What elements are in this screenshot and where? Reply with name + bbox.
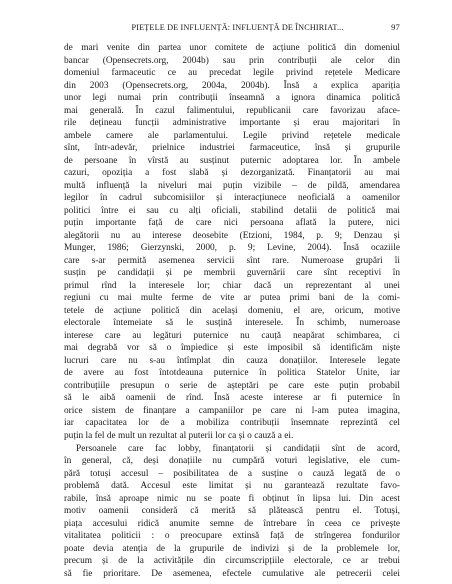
text-line: lucruri care nu s-au întîmplat din cauza donațiilor. Interesele legate: [64, 355, 400, 366]
text-line: alegătorii nu au interese deosebite (Etzioni, 1984, p. 9; Denzau și: [64, 230, 400, 241]
text-line: electorale întemeiate să le susțină interesele. În schimb, numeroase: [64, 318, 400, 329]
text-line: puțin importante față de care nici persoana aflată la putere, nici: [64, 218, 400, 229]
text-line: motiv oamenii consideră că merită să plătească pentru el. Totuși,: [64, 506, 400, 517]
paragraph: [64, 443, 400, 581]
text-line: din 2003 (Opensecrets.org, 2004a, 2004b). Însă a explica apariția: [64, 80, 400, 91]
text-line: precum și de la activitățile din circumscripțiile electorale, ce ar trebui: [64, 556, 400, 567]
text-line: care s-ar permită asemenea servicii sînt rare. Numeroase grupări îi: [64, 255, 400, 266]
text-line: de avere au fost întotdeauna puternice în politica Statelor Unite, iar: [64, 368, 400, 379]
text-line: susțin pe candidații și pe membrii guvernării care sînt receptivi în: [64, 268, 400, 279]
text-line: de persoane în vîrstă au susținut puternic adoptarea lor. În ambele: [64, 155, 400, 166]
text-line: mai degrabă vor să o împiedice și este imposibil să identificăm niște: [64, 343, 400, 354]
text-line: sînt, într-adevăr, prielnice industriei farmaceutice, însă și grupurile: [64, 143, 400, 154]
text-line: legilor în cadrul subcomisiilor și interacțiunece neoficială a oamenilor: [64, 193, 400, 204]
text-line: Munger, 1986; Gierzynski, 2000, p. 9; Levine, 2004). Însă ocaziile: [64, 243, 400, 254]
running-head-title: PIEȚELE DE INFLUENȚĂ: INFLUENȚĂ DE ÎNCHIRIAT...: [131, 23, 344, 32]
running-head: [64, 22, 400, 36]
text-line: primul rînd la interesele lor; chiar dacă un reprezentant al unei: [64, 280, 400, 291]
text-line: să le aibă oamenii de rînd. Însă aceste interese ar fi puternice în: [64, 393, 400, 404]
paragraph: [64, 42, 400, 443]
text-line: Persoanele care fac lobby, finanțatorii și candidații sînt de acord,: [76, 443, 400, 454]
text-line: politici între ei sau cu alți oficiali, stabilind detalii de politică mai: [64, 205, 400, 216]
text-line: bancar (Opensecrets.org, 2004b) sau prin contribuții ale celor din: [64, 55, 400, 66]
text-line: ambele camere ale parlamentului. Legile privind rețetele medicale: [64, 130, 400, 141]
text-line: puțin la fel de mult un rezultat al puterii lor ca și o cauză a ei.: [64, 430, 294, 441]
text-line: rile dețineau funcții administrative importante și erau majoritari în: [64, 118, 400, 129]
text-line: pără totuși accesul – posibilitatea de a susține o cauză legată de o: [64, 468, 400, 479]
text-line: piața accesului ridică anumite semne de întrebare în ceea ce privește: [64, 518, 400, 529]
text-line: regiuni cu mai multe ferme de vite ar putea primi bani de la comi-: [64, 293, 400, 304]
text-line: domeniul farmaceutic ce au precedat legile privind rețetele Medicare: [64, 68, 400, 79]
text-line: să fie prioritare. De asemenea, efectele cumulative ale petrecerii celei: [64, 568, 400, 579]
text-line: vitalitatea politicii : o preocupare extinsă față de strîngerea fondurilor: [64, 531, 400, 542]
book-page: [64, 22, 400, 580]
text-line: cazuri, opoziția a fost slabă și dezorganizată. Finanțatorii au mai: [64, 168, 400, 179]
text-line: rabile, însă aproape nimic nu se poate fi obținut în lipsa lui. Din acest: [64, 493, 400, 504]
text-line: tetele de acțiune politică din același domeniu, el are, oricum, motive: [64, 305, 400, 316]
text-line: în general, că, deși donațiile nu cumpără voturi legislative, ele cum-: [64, 456, 400, 467]
text-line: mai generală. În cazul falimentului, republicanii care favorizau aface-: [64, 105, 400, 116]
body-text: [64, 42, 400, 580]
page-number: 97: [391, 22, 400, 32]
text-line: de mari venite din partea unor comitete de acțiune politică din domeniul: [64, 43, 400, 53]
text-line: unor legi numai prin contribuții înseamnă a ignora dinamica politică: [64, 93, 400, 104]
text-line: interese care au legături puternice nu cauță neapărat schimbarea, ci: [64, 330, 400, 341]
text-line: orice sistem de finanțare a campaniilor pe care ni l-am putea imagina,: [64, 405, 400, 416]
text-line: poate devia atenția de la grupurile de indivizi și de la problemele lor,: [64, 543, 400, 554]
text-line: iar capacitatea lor de a mobiliza contribuții însemnate reprezintă cel: [64, 418, 400, 429]
text-line: problemă dată. Accesul este limitat și nu garantează rezultate favo-: [64, 481, 400, 492]
text-line: contribuțiile presupun o serie de așteptări pe care este puțin probabil: [64, 380, 400, 391]
text-line: multă influență la niveluri mai puțin vizibile – de pildă, amendarea: [64, 180, 400, 191]
